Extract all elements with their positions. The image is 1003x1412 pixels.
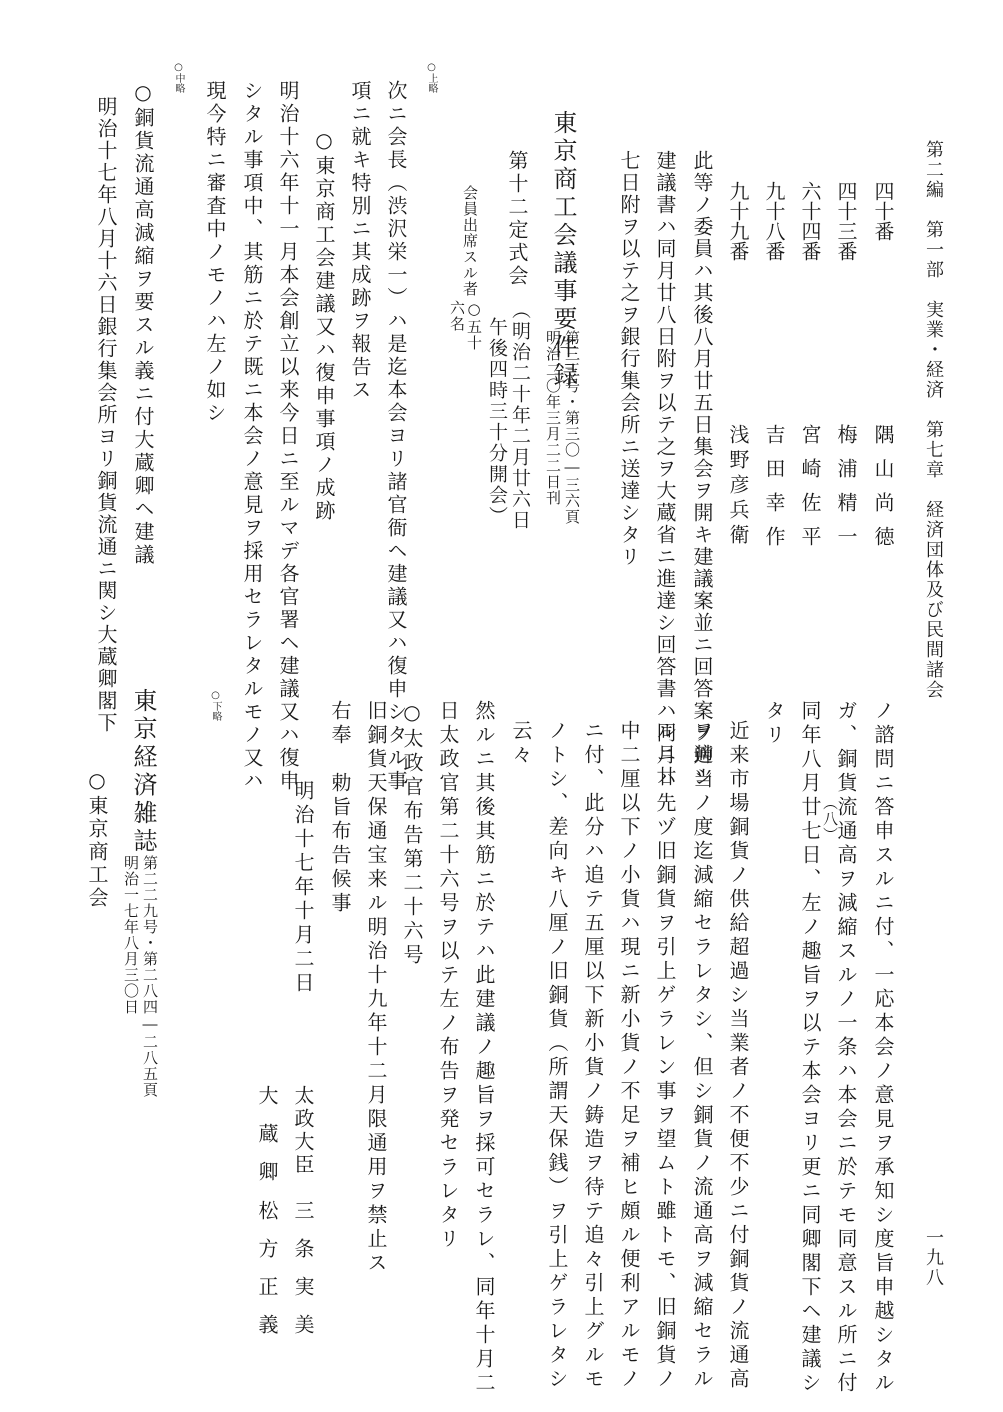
- member-name: 梅浦精一: [834, 424, 858, 560]
- member-name: 隅山尚徳: [871, 424, 895, 560]
- quote-line: ルニハ先ヅ旧銅貨ヲ引上ゲラレン事ヲ望ムト雖トモ、旧銅貨ノ: [653, 720, 677, 1392]
- paragraph-line: タリ: [762, 700, 786, 748]
- decree-body: 旧銅貨天保通宝来ル明治十九年十二月限通用ヲ禁止ス: [364, 700, 388, 1276]
- quote-line: ノトシ、差向キ八厘ノ旧銅貨（所謂天保銭）ヲ引上ゲラレタシ: [545, 720, 569, 1392]
- omission-note: ○上略: [426, 62, 437, 93]
- paragraph-line: 明治十七年八月十六日銀行集会所ヨリ銅貨流通ニ関シ大蔵卿閣下: [94, 96, 118, 734]
- attendance-label: 会員出席スル者: [461, 185, 479, 297]
- paragraph-line: 七日附ヲ以テ之ヲ銀行集会所ニ送達シタリ: [617, 150, 641, 568]
- signer-title: 大蔵卿: [255, 1085, 279, 1199]
- source-date: 明治二〇年三月二二日刊: [544, 330, 562, 506]
- decree-date: 明治十七年十月二日: [291, 780, 315, 996]
- paragraph-line: 然ルニ其後其筋ニ於テハ此建議ノ趣旨ヲ採可セラレ、同年十月二: [472, 700, 496, 1396]
- meeting-time: 午後四時三十分開会）: [486, 317, 508, 527]
- member-name: 吉田幸作: [762, 424, 786, 560]
- paragraph-line: 項ニ就キ特別ニ其成跡ヲ報告ス: [348, 80, 372, 402]
- member-number: 九十九番: [726, 181, 750, 261]
- section-heading: ○東京商工会: [85, 768, 109, 910]
- member-number: 四十三番: [834, 181, 858, 261]
- quote-line: ニ付、此分ハ追テ五厘以下新小貨ノ鋳造ヲ待テ追々引上グルモ: [581, 720, 605, 1392]
- running-title: 第二編 第一部 実業・経済 第七章 経済団体及び民間諸会: [923, 140, 944, 700]
- member-number: 六十四番: [798, 181, 822, 261]
- quote-line: ヲ適当ノ度迄減縮セラレタシ、但シ銅貨ノ流通高ヲ減縮セラル: [690, 720, 714, 1392]
- section-heading: ○東京商工会建議又ハ復申事項ノ成跡: [312, 128, 336, 523]
- member-name: 宮崎佐平: [798, 424, 822, 560]
- source-reference: 第三三号・第三〇―三六頁: [563, 330, 581, 525]
- omission-note: ○下略: [210, 690, 221, 721]
- paragraph-line: 此等ノ委員ハ其後八月廿五日集会ヲ開キ建議案並ニ回答案ヲ艸シ: [690, 150, 714, 788]
- paragraph-line: 次ニ会長（渋沢栄一）ハ是迄本会ヨリ諸官衙ヘ建議又ハ復申シタル事: [384, 80, 408, 793]
- paragraph-line: 日太政官第二十六号ヲ以テ左ノ布告ヲ発セラレタリ: [436, 700, 460, 1252]
- member-name: 浅野彦兵衛: [726, 424, 750, 549]
- attendance-count: ○五十: [465, 300, 483, 351]
- member-number: 四十番: [871, 181, 895, 241]
- footnote-marker: （八）: [821, 795, 839, 843]
- omission-note: ○中略: [173, 62, 184, 93]
- paragraph-line: 明治十六年十一月本会創立以来今日ニ至ルマデ各官署ヘ建議又ハ復申: [276, 80, 300, 793]
- quote-line: 中二厘以下ノ小貨ハ現ニ新小貨ノ不足ヲ補ヒ頗ル便利アルモノ: [617, 720, 641, 1392]
- attendance-count: 六名: [448, 300, 466, 332]
- signer-name: 三条実美: [291, 1200, 315, 1352]
- meeting-date: （明治二十年二月廿六日: [509, 300, 531, 531]
- source-date: 明治一七年八月三〇日: [122, 855, 140, 1015]
- member-number: 九十八番: [762, 181, 786, 261]
- quote-line: 近来市場銅貨ノ供給超過シ当業者ノ不便不少ニ付銅貨ノ流通高: [726, 720, 750, 1392]
- source-reference: 第二二九号・第二八四―二八五頁: [141, 855, 159, 1098]
- paragraph-line: シタル事項中、其筋ニ於テ既ニ本会ノ意見ヲ採用セラレタルモノ又ハ: [240, 80, 264, 793]
- page-number: 一九八: [923, 1228, 944, 1288]
- paragraph-line: 同年八月廿七日、左ノ趣旨ヲ以テ本会ヨリ更ニ同卿閣下ヘ建議シ: [798, 700, 822, 1396]
- decree-title: ○太政官布告第二十六号: [400, 700, 424, 968]
- decree-closing: 右奉 勅旨布告候事: [328, 700, 352, 916]
- section-heading: ○銅貨流通高減縮ヲ要スル義ニ付大蔵卿ヘ建議: [131, 80, 155, 567]
- meeting-name: 第十二定式会: [505, 150, 529, 288]
- paragraph-line: ガ、銅貨流通高ヲ減縮スルノ一条ハ本会ニ於テモ同意スル所ニ付: [834, 700, 858, 1396]
- signer-name: 松方正義: [255, 1200, 279, 1352]
- source-title: 東京商工会議事要件録: [549, 110, 577, 390]
- quote-line: 云々: [509, 720, 533, 768]
- source-title: 東京経済雑誌: [129, 688, 157, 856]
- paragraph-line: ノ諮問ニ答申スルニ付、一応本会ノ意見ヲ承知シ度旨申越シタル: [871, 700, 895, 1396]
- paragraph-line: 建議書ハ同月廿八日附ヲ以テ之ヲ大蔵省ニ進達シ回答書ハ同月廿: [653, 150, 677, 788]
- paragraph-line: 現今特ニ審査中ノモノハ左ノ如シ: [203, 80, 227, 425]
- signer-title: 太政大臣: [291, 1085, 315, 1177]
